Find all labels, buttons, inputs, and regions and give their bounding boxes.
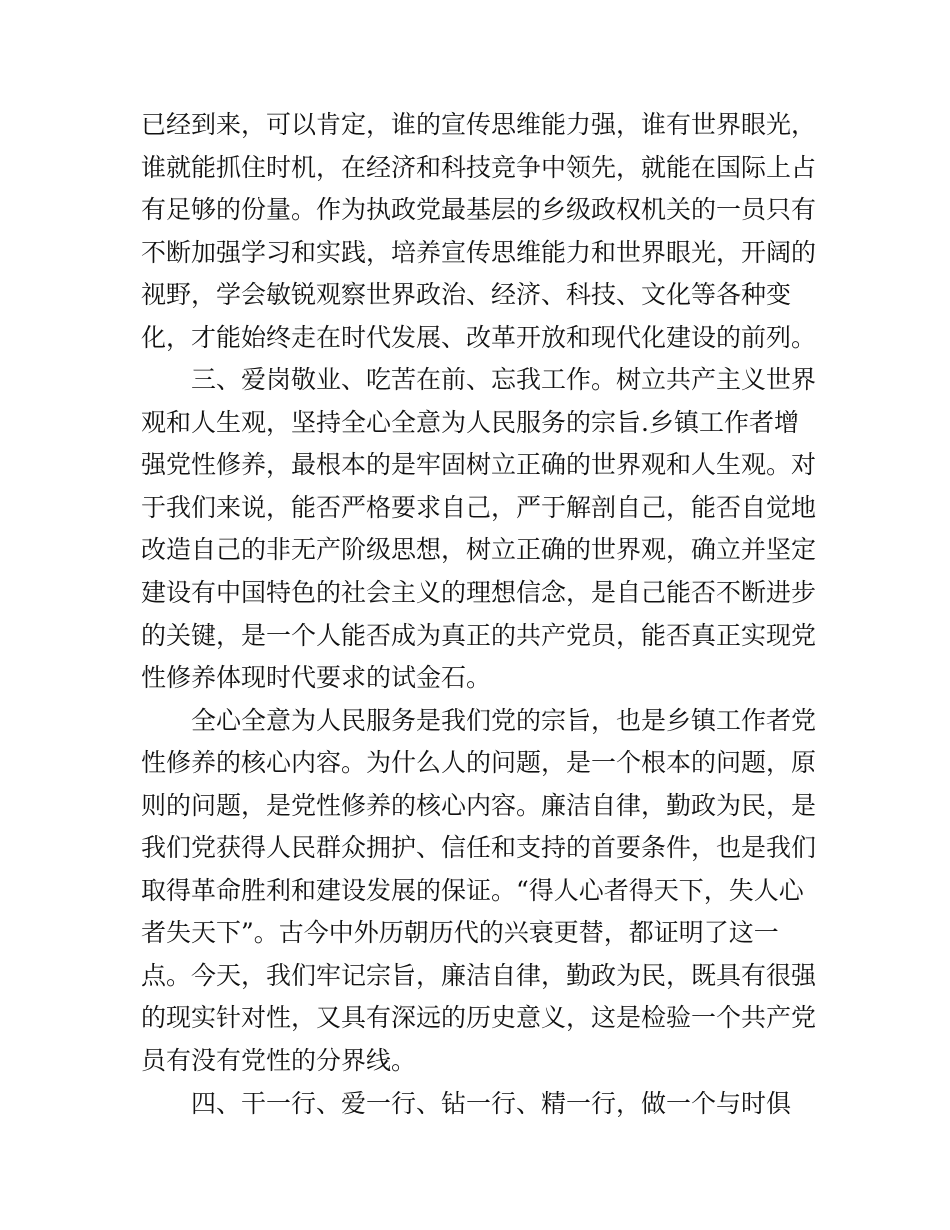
text-line: 的关键，是一个人能否成为真正的共产党员，能否真正实现党 — [141, 620, 817, 650]
text-line: 于我们来说，能否严格要求自己，严于解剖自己，能否自觉地 — [141, 492, 817, 522]
paragraph-first-line: 四、干一行、爱一行、钻一行、精一行，做一个与时俱 — [191, 1088, 792, 1118]
body-text — [141, 104, 821, 1125]
text-line: 的现实针对性，又具有深远的历史意义，这是检验一个共产党 — [141, 1003, 817, 1033]
text-line: 性修养体现时代要求的试金石。 — [141, 663, 492, 693]
text-line: 不断加强学习和实践，培养宣传思维能力和世界眼光，开阔的 — [141, 237, 817, 267]
text-line: 取得革命胜利和建设发展的保证。“得人心者得天下，失人心 — [141, 875, 804, 905]
text-line: 者失天下”。古今中外历朝历代的兴衰更替，都证明了这一 — [141, 918, 779, 948]
text-line: 已经到来，可以肯定，谁的宣传思维能力强，谁有世界眼光， — [141, 110, 817, 139]
text-line: 建设有中国特色的社会主义的理想信念，是自己能否不断进步 — [141, 578, 817, 608]
text-line: 有足够的份量。作为执政党最基层的乡级政权机关的一员只有 — [141, 195, 817, 225]
text-line: 我们党获得人民群众拥护、信任和支持的首要条件，也是我们 — [141, 833, 817, 863]
text-line: 视野，学会敏锐观察世界政治、经济、科技、文化等各种变 — [141, 280, 792, 310]
text-line: 观和人生观，坚持全心全意为人民服务的宗旨.乡镇工作者增 — [141, 407, 799, 437]
text-line: 改造自己的非无产阶级思想，树立正确的世界观，确立并坚定 — [141, 535, 817, 565]
paragraph-first-line: 三、爱岗敬业、吃苦在前、忘我工作。树立共产主义世界 — [191, 365, 817, 395]
text-line: 员有没有党性的分界线。 — [141, 1046, 417, 1076]
text-line: 则的问题，是党性修养的核心内容。廉洁自律，勤政为民，是 — [141, 790, 817, 820]
text-line: 强党性修养，最根本的是牢固树立正确的世界观和人生观。对 — [141, 450, 817, 480]
text-line: 谁就能抓住时机，在经济和科技竞争中领先，就能在国际上占 — [141, 152, 817, 182]
text-line: 性修养的核心内容。为什么人的问题，是一个根本的问题，原 — [141, 748, 817, 778]
text-line: 点。今天，我们牢记宗旨，廉洁自律，勤政为民，既具有很强 — [141, 960, 817, 990]
paragraph-first-line: 全心全意为人民服务是我们党的宗旨，也是乡镇工作者党 — [191, 705, 817, 735]
text-line: 化，才能始终走在时代发展、改革开放和现代化建设的前列。 — [141, 322, 817, 352]
